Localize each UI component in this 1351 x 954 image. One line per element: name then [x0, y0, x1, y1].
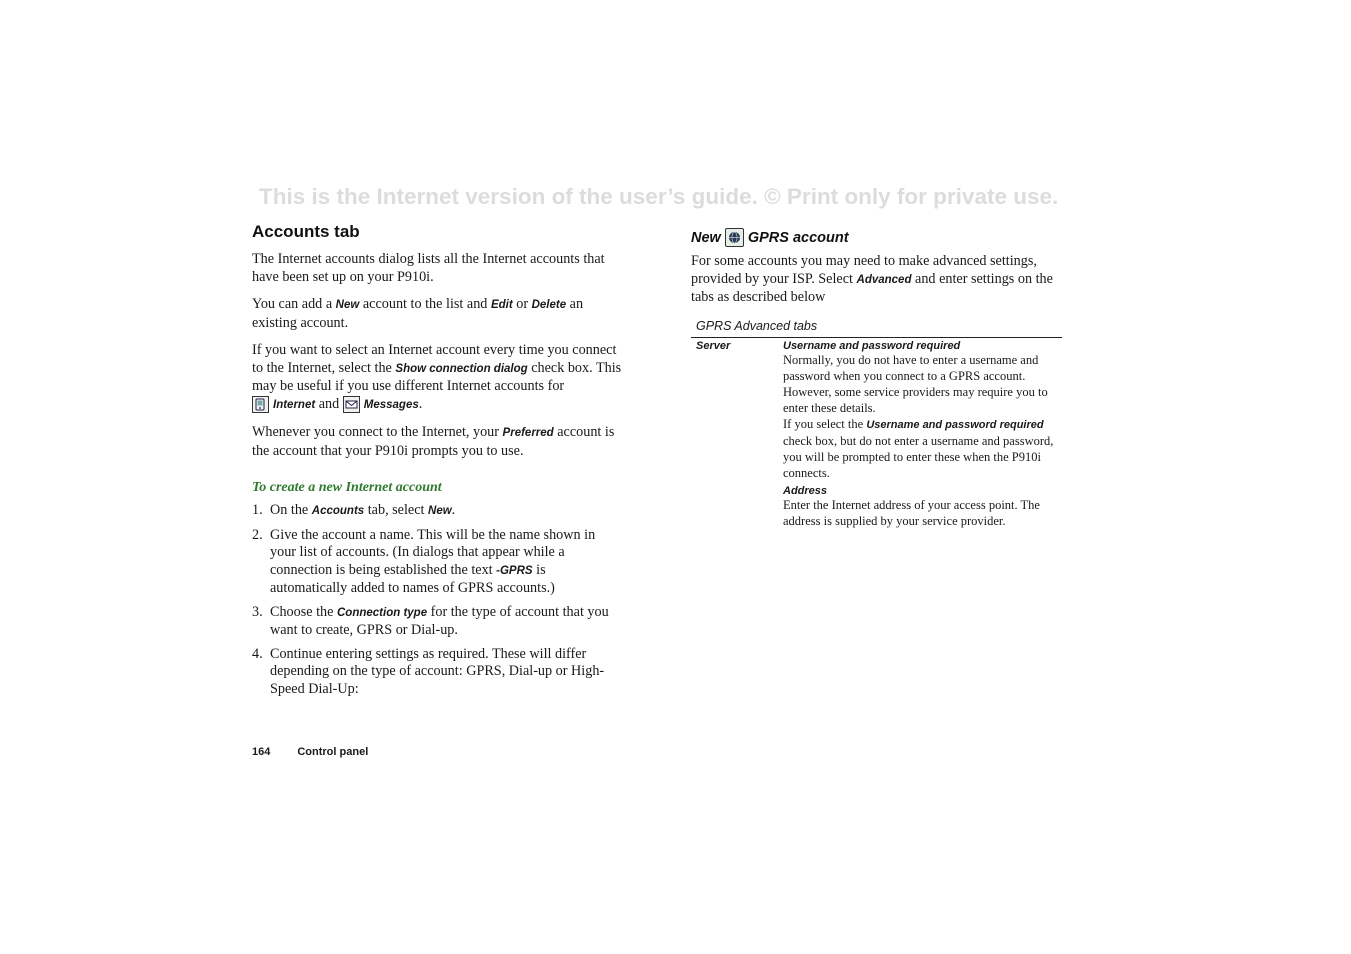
paragraph-2: You can add a New account to the list and Edit or Delete an existing account. — [252, 296, 584, 331]
paragraph-4: Whenever you connect to the Internet, your Preferred account is the account that your P910i prompts you to use. — [252, 424, 615, 459]
paragraph-advanced: For some accounts you may need to make advanced settings, provided by your ISP. Select Advanced and enter settings on the tabs as described below — [691, 253, 1053, 305]
list-item: 4. Continue entering settings as required. These will differ depending on the type of account: GPRS, Dial-up or High-Speed Dial-Up: — [252, 645, 605, 697]
right-column — [691, 228, 1063, 529]
gprs-account-icon — [725, 228, 744, 247]
table-description — [783, 340, 1062, 529]
left-column — [252, 222, 622, 704]
setting-body: Normally, you do not have to enter a username and password when you connect to a GPRS account. However, some service providers may require you to enter these details. — [783, 352, 1048, 415]
setting-body: Enter the Internet address of your access point. The address is supplied by your service provider. — [783, 497, 1040, 528]
ui-preferred: Preferred — [502, 427, 554, 439]
subsection-heading: New GPRS account — [691, 229, 849, 246]
list-item: 3. Choose the Connection type for the type of account that you want to create, GPRS or Dial-up. — [252, 603, 609, 638]
section-name: Control panel — [297, 746, 369, 758]
ui-messages: Messages — [363, 398, 419, 411]
setting-title: Username and password required — [783, 339, 961, 352]
procedure-title: To create a new Internet account — [252, 480, 442, 495]
ui-internet: Internet — [273, 398, 316, 411]
list-item: 2. Give the account a name. This will be the name shown in your list of accounts. (In dialogs that appear while a connection is being established the text -GPRS is automatically added to names of GPRS accounts.) — [252, 526, 596, 596]
ui-show-connection-dialog: Show connection dialog — [395, 362, 528, 375]
ui-new: New — [335, 299, 360, 311]
paragraph-3: If you want to select an Internet account every time you connect to the Internet, select the Show connection dialog check box. This may be useful if you use different Internet accounts for Internet and Messages. — [252, 342, 622, 412]
watermark: This is the Internet version of the user’s guide. © Print only for private use. — [259, 184, 1059, 209]
page-number: 164 — [252, 746, 271, 758]
list-item: 1. On the Accounts tab, select New. — [252, 502, 456, 518]
page-footer — [252, 746, 368, 758]
internet-icon — [252, 396, 269, 413]
settings-table — [691, 337, 1062, 529]
paragraph-1: The Internet accounts dialog lists all the Internet accounts that have been set up on your P910i. — [252, 251, 605, 285]
setting-body: If you select the Username and password required check box, but do not enter a username and password, you will be prompted to enter these when the P910i connects. — [783, 416, 1054, 480]
setting-title: Address — [783, 484, 828, 497]
section-heading: Accounts tab — [252, 222, 360, 241]
ui-delete: Delete — [531, 299, 567, 311]
table-tab-name: Server — [696, 339, 731, 352]
ui-advanced: Advanced — [856, 273, 912, 286]
ui-edit: Edit — [490, 299, 513, 311]
table-caption: GPRS Advanced tabs — [696, 318, 818, 333]
messages-icon — [343, 396, 360, 413]
steps-list — [252, 502, 622, 698]
